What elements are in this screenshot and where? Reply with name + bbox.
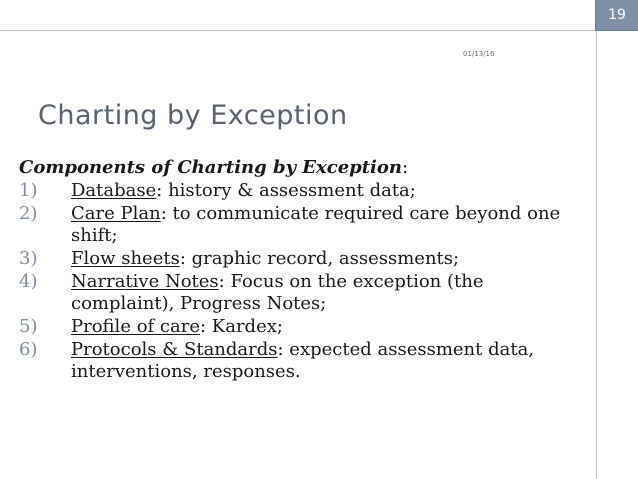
- list-item-text: [71, 203, 579, 247]
- list-item-text: [71, 180, 579, 202]
- top-rule: [0, 30, 596, 31]
- list-item-number: 1): [19, 180, 38, 201]
- list-item: [19, 248, 579, 270]
- list-item-number: 5): [19, 316, 38, 337]
- components-list: [19, 180, 579, 383]
- list-item-number: 3): [19, 248, 38, 269]
- list-item-description: : Kardex;: [199, 316, 283, 337]
- list-item-text: [71, 248, 579, 270]
- list-item-text: [71, 339, 579, 383]
- list-item-term: Flow sheets: [71, 248, 180, 269]
- list-item-term: Narrative Notes: [71, 271, 219, 292]
- list-item-term: Protocols & Standards: [71, 339, 278, 360]
- right-rule: [596, 0, 597, 479]
- list-item-term: Database: [71, 180, 157, 201]
- list-item-number: 2): [19, 203, 38, 224]
- components-heading-colon: :: [401, 157, 409, 178]
- list-item: [19, 180, 579, 202]
- page-number-label: 19: [608, 7, 626, 23]
- list-item: [19, 203, 579, 247]
- page-number: [595, 0, 638, 31]
- list-item-text: [71, 316, 579, 338]
- list-item-term: Profile of care: [71, 316, 200, 337]
- components-heading: [19, 157, 579, 179]
- slide-content: [19, 157, 579, 383]
- list-item-description: : to communicate required care beyond one shift;: [71, 203, 561, 246]
- slide-date: 01/13/16: [463, 50, 495, 58]
- list-item-description: : history & assessment data;: [156, 180, 416, 201]
- list-item: [19, 339, 579, 383]
- list-item: [19, 271, 579, 315]
- list-item-number: 4): [19, 271, 38, 292]
- list-item: [19, 316, 579, 338]
- list-item-term: Care Plan: [71, 203, 161, 224]
- list-item-description: : expected assessment data, interventions, responses.: [71, 339, 535, 382]
- list-item-number: 6): [19, 339, 38, 360]
- list-item-text: [71, 271, 579, 315]
- list-item-description: : Focus on the exception (the complaint), Progress Notes;: [71, 271, 484, 314]
- components-heading-text: Components of Charting by Exception: [19, 157, 402, 178]
- slide-title: Charting by Exception: [38, 100, 348, 131]
- list-item-description: : graphic record, assessments;: [179, 248, 460, 269]
